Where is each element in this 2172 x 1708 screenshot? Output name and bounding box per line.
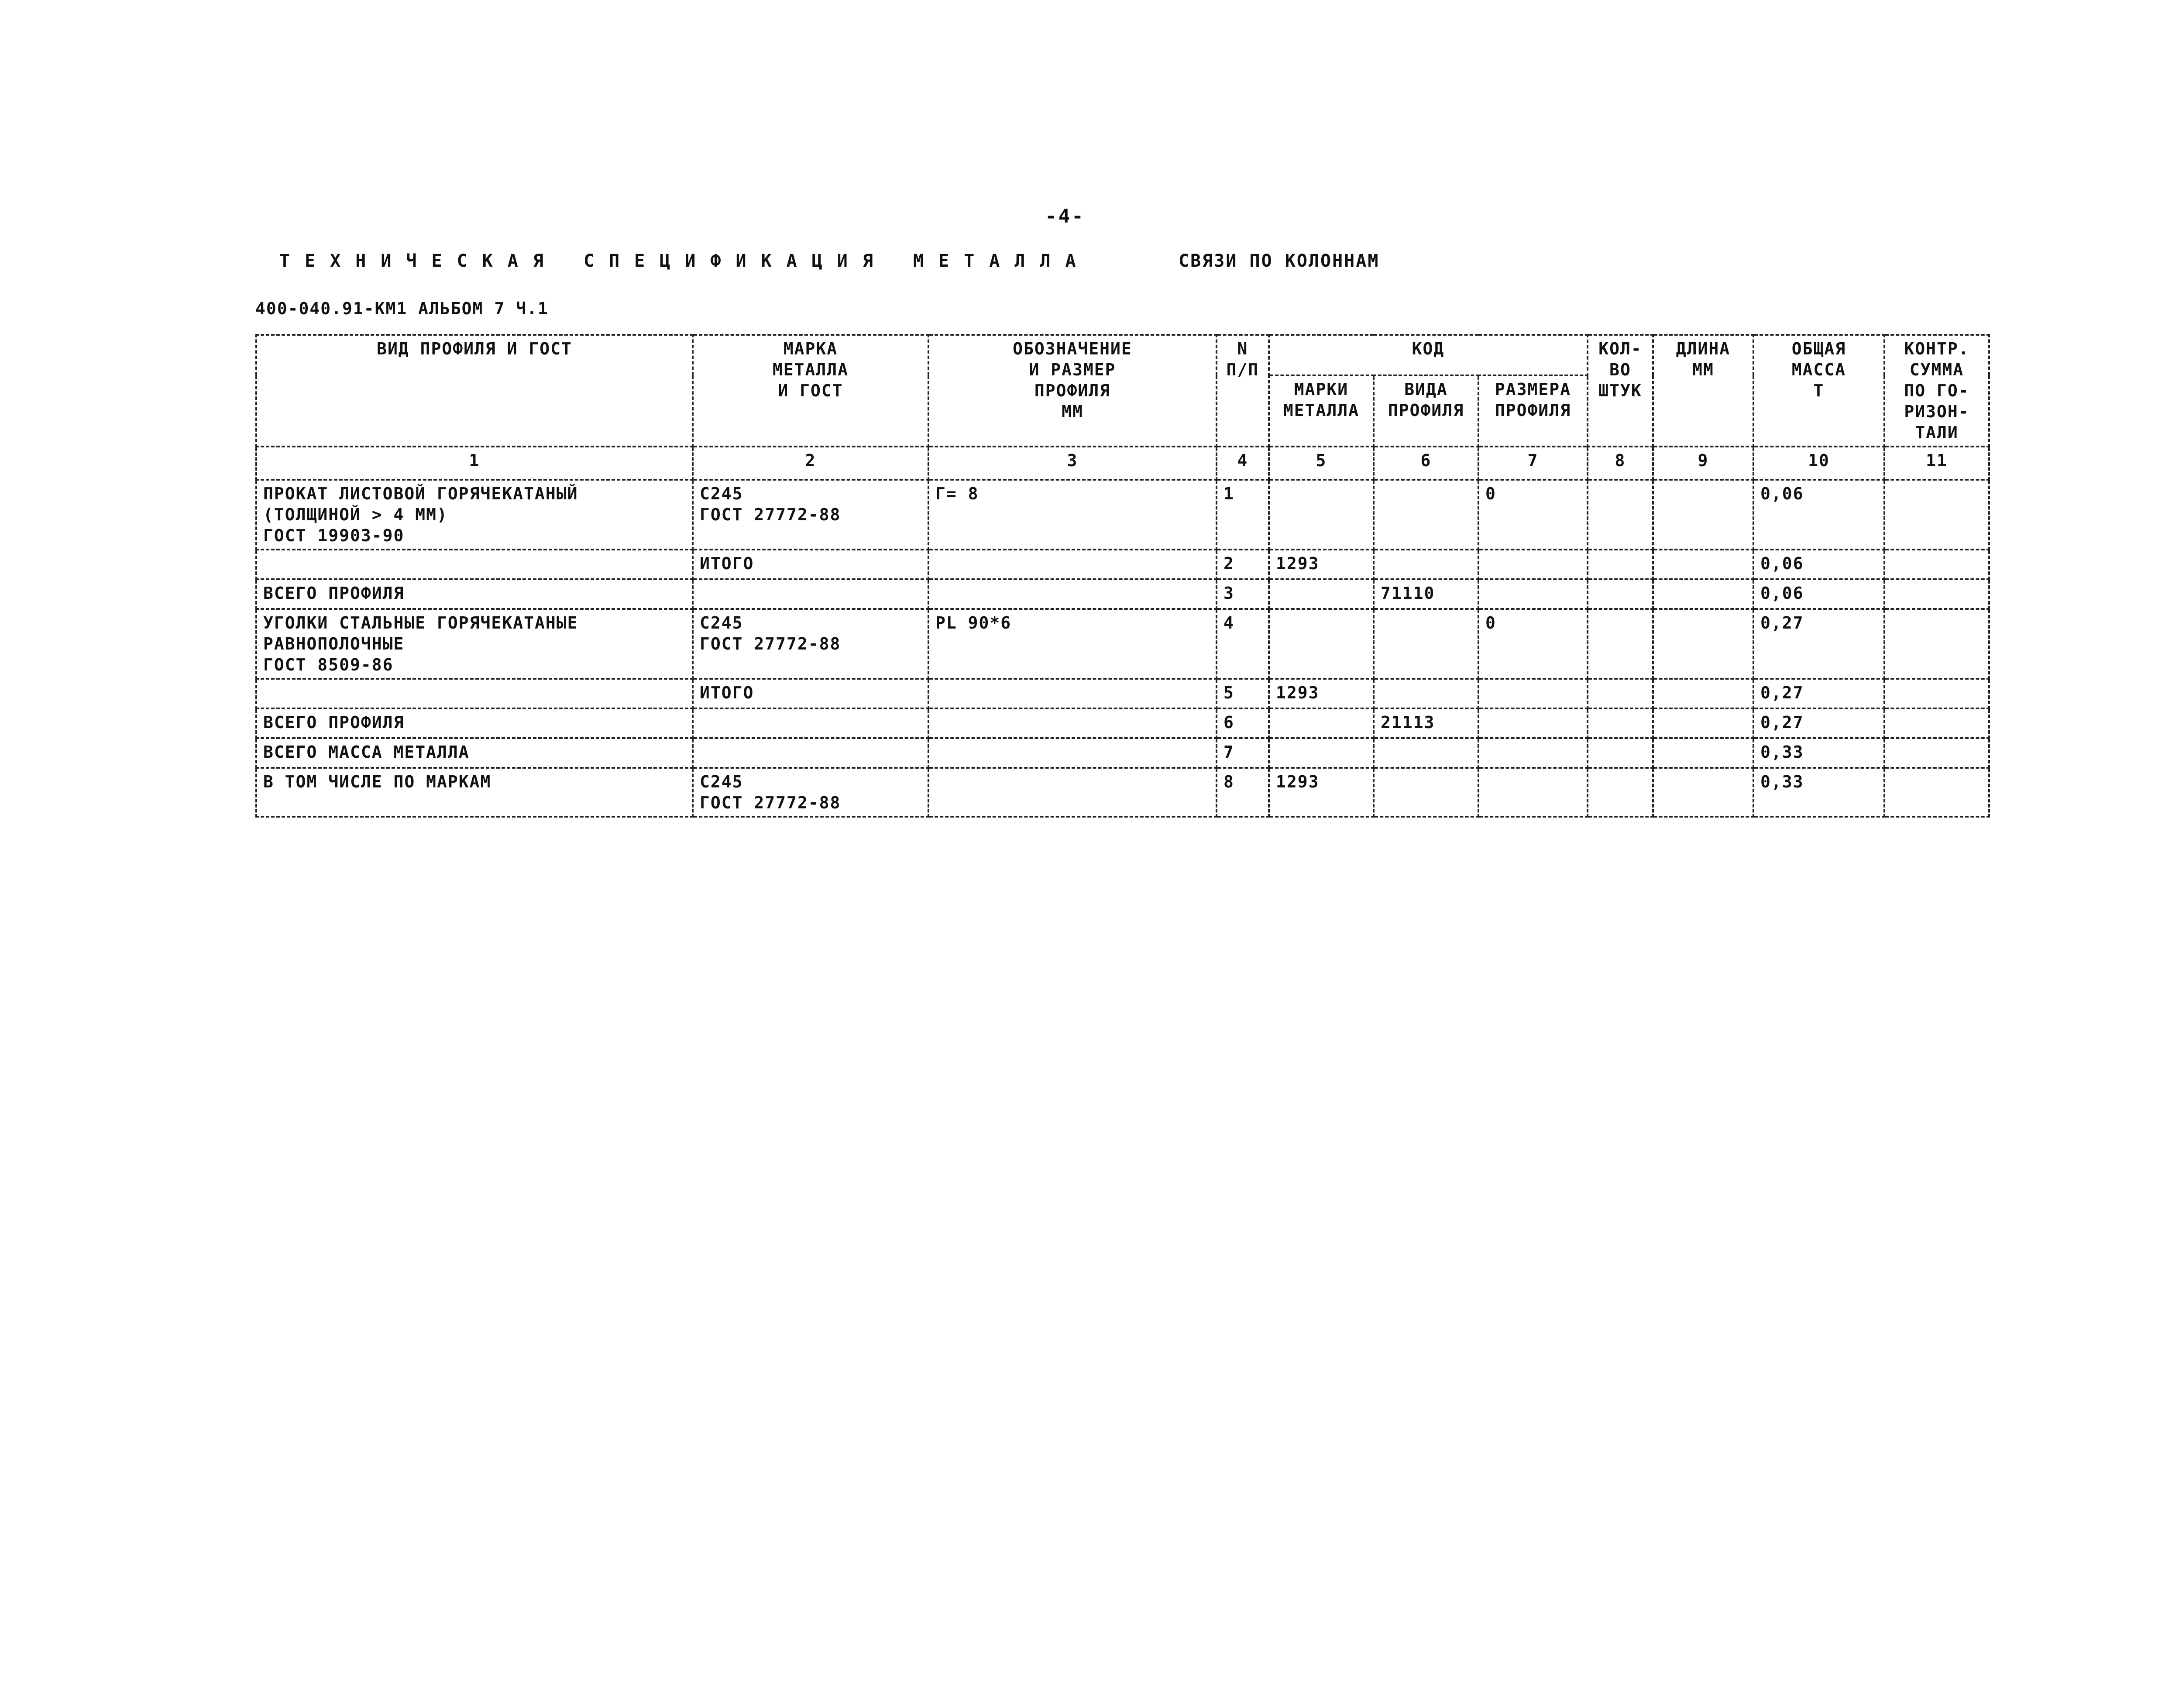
cell-checksum bbox=[1884, 550, 1989, 579]
cell-qty bbox=[1588, 579, 1653, 609]
cell-profile bbox=[256, 550, 693, 579]
table-row bbox=[256, 550, 1989, 579]
cell-grade: С245 ГОСТ 27772-88 bbox=[693, 768, 928, 817]
cell-code-grade bbox=[1269, 579, 1374, 609]
cell-code-grade: 1293 bbox=[1269, 550, 1374, 579]
cell-checksum bbox=[1884, 679, 1989, 708]
cell-mass: 0,33 bbox=[1753, 738, 1884, 768]
cell-qty bbox=[1588, 679, 1653, 708]
column-number: 1 bbox=[256, 447, 693, 480]
column-number: 5 bbox=[1269, 447, 1374, 480]
cell-qty bbox=[1588, 768, 1653, 817]
cell-num: 8 bbox=[1217, 768, 1269, 817]
header-code-group: КОД bbox=[1269, 335, 1588, 375]
header-code-size: РАЗМЕРА ПРОФИЛЯ bbox=[1478, 375, 1588, 447]
cell-length bbox=[1653, 579, 1753, 609]
cell-num: 3 bbox=[1217, 579, 1269, 609]
cell-profile: ВСЕГО ПРОФИЛЯ bbox=[256, 708, 693, 738]
cell-mass: 0,06 bbox=[1753, 480, 1884, 550]
cell-checksum bbox=[1884, 579, 1989, 609]
column-number: 10 bbox=[1753, 447, 1884, 480]
cell-code-size bbox=[1478, 738, 1588, 768]
header-code-grade: МАРКИ МЕТАЛЛА bbox=[1269, 375, 1374, 447]
cell-designation bbox=[928, 768, 1217, 817]
cell-code-type bbox=[1374, 480, 1478, 550]
header-length: ДЛИНА ММ bbox=[1653, 335, 1753, 447]
cell-grade: ИТОГО bbox=[693, 550, 928, 579]
cell-length bbox=[1653, 480, 1753, 550]
document-subtitle: СВЯЗИ ПО КОЛОННАМ bbox=[1179, 251, 1380, 271]
cell-code-type bbox=[1374, 768, 1478, 817]
cell-qty bbox=[1588, 609, 1653, 679]
cell-qty bbox=[1588, 738, 1653, 768]
table-row bbox=[256, 609, 1989, 679]
header-profile: ВИД ПРОФИЛЯ И ГОСТ bbox=[256, 335, 693, 447]
cell-num: 5 bbox=[1217, 679, 1269, 708]
cell-length bbox=[1653, 609, 1753, 679]
cell-code-type bbox=[1374, 550, 1478, 579]
cell-code-grade bbox=[1269, 609, 1374, 679]
cell-code-type: 21113 bbox=[1374, 708, 1478, 738]
cell-grade bbox=[693, 579, 928, 609]
header-mass: ОБЩАЯ МАССА Т bbox=[1753, 335, 1884, 447]
cell-designation: Г= 8 bbox=[928, 480, 1217, 550]
cell-code-type bbox=[1374, 679, 1478, 708]
cell-code-size bbox=[1478, 679, 1588, 708]
cell-qty bbox=[1588, 550, 1653, 579]
cell-profile: В ТОМ ЧИСЛЕ ПО МАРКАМ bbox=[256, 768, 693, 817]
cell-length bbox=[1653, 738, 1753, 768]
column-number: 8 bbox=[1588, 447, 1653, 480]
cell-mass: 0,27 bbox=[1753, 708, 1884, 738]
cell-code-size bbox=[1478, 708, 1588, 738]
cell-designation bbox=[928, 708, 1217, 738]
header-code-type: ВИДА ПРОФИЛЯ bbox=[1374, 375, 1478, 447]
cell-profile: ВСЕГО ПРОФИЛЯ bbox=[256, 579, 693, 609]
cell-grade: С245 ГОСТ 27772-88 bbox=[693, 480, 928, 550]
cell-code-size: 0 bbox=[1478, 609, 1588, 679]
cell-designation bbox=[928, 679, 1217, 708]
page-number: -4- bbox=[1045, 205, 1085, 227]
cell-length bbox=[1653, 768, 1753, 817]
cell-checksum bbox=[1884, 609, 1989, 679]
cell-profile: ПРОКАТ ЛИСТОВОЙ ГОРЯЧЕКАТАНЫЙ (ТОЛЩИНОЙ > 4 ММ) ГОСТ 19903-90 bbox=[256, 480, 693, 550]
spec-table-header bbox=[256, 335, 1989, 480]
cell-grade bbox=[693, 738, 928, 768]
column-number: 3 bbox=[928, 447, 1217, 480]
cell-code-size bbox=[1478, 550, 1588, 579]
table-row bbox=[256, 579, 1989, 609]
column-number: 4 bbox=[1217, 447, 1269, 480]
table-row bbox=[256, 768, 1989, 817]
cell-profile: ВСЕГО МАССА МЕТАЛЛА bbox=[256, 738, 693, 768]
cell-code-grade: 1293 bbox=[1269, 679, 1374, 708]
cell-checksum bbox=[1884, 768, 1989, 817]
cell-designation bbox=[928, 550, 1217, 579]
cell-qty bbox=[1588, 708, 1653, 738]
cell-code-type bbox=[1374, 738, 1478, 768]
header-num: N П/П bbox=[1217, 335, 1269, 447]
column-number: 11 bbox=[1884, 447, 1989, 480]
cell-grade bbox=[693, 708, 928, 738]
spec-table-body bbox=[256, 480, 1989, 817]
column-number: 6 bbox=[1374, 447, 1478, 480]
cell-designation bbox=[928, 738, 1217, 768]
cell-designation: PL 90*6 bbox=[928, 609, 1217, 679]
cell-code-size bbox=[1478, 768, 1588, 817]
cell-code-size: 0 bbox=[1478, 480, 1588, 550]
cell-profile bbox=[256, 679, 693, 708]
cell-code-type bbox=[1374, 609, 1478, 679]
cell-code-type: 71110 bbox=[1374, 579, 1478, 609]
header-designation: ОБОЗНАЧЕНИЕ И РАЗМЕР ПРОФИЛЯ ММ bbox=[928, 335, 1217, 447]
cell-num: 7 bbox=[1217, 738, 1269, 768]
column-number: 2 bbox=[693, 447, 928, 480]
cell-code-size bbox=[1478, 579, 1588, 609]
table-row bbox=[256, 738, 1989, 768]
document-code: 400-040.91-КМ1 АЛЬБОМ 7 Ч.1 bbox=[255, 299, 549, 318]
table-row bbox=[256, 708, 1989, 738]
document-title: ТЕХНИЧЕСКАЯ СПЕЦИФИКАЦИЯ МЕТАЛЛА bbox=[279, 251, 1091, 271]
cell-num: 4 bbox=[1217, 609, 1269, 679]
cell-mass: 0,33 bbox=[1753, 768, 1884, 817]
cell-mass: 0,27 bbox=[1753, 679, 1884, 708]
cell-checksum bbox=[1884, 480, 1989, 550]
table-row bbox=[256, 679, 1989, 708]
cell-num: 6 bbox=[1217, 708, 1269, 738]
cell-checksum bbox=[1884, 738, 1989, 768]
cell-mass: 0,06 bbox=[1753, 550, 1884, 579]
cell-code-grade: 1293 bbox=[1269, 768, 1374, 817]
header-qty: КОЛ- ВО ШТУК bbox=[1588, 335, 1653, 447]
spec-table bbox=[255, 334, 1990, 818]
column-number: 9 bbox=[1653, 447, 1753, 480]
cell-profile: УГОЛКИ СТАЛЬНЫЕ ГОРЯЧЕКАТАНЫЕ РАВНОПОЛОЧНЫЕ ГОСТ 8509-86 bbox=[256, 609, 693, 679]
cell-mass: 0,06 bbox=[1753, 579, 1884, 609]
cell-grade: С245 ГОСТ 27772-88 bbox=[693, 609, 928, 679]
cell-designation bbox=[928, 579, 1217, 609]
cell-checksum bbox=[1884, 708, 1989, 738]
cell-num: 2 bbox=[1217, 550, 1269, 579]
cell-code-grade bbox=[1269, 480, 1374, 550]
cell-length bbox=[1653, 550, 1753, 579]
header-checksum: КОНТР. СУММА ПО ГО- РИЗОН- ТАЛИ bbox=[1884, 335, 1989, 447]
cell-mass: 0,27 bbox=[1753, 609, 1884, 679]
cell-qty bbox=[1588, 480, 1653, 550]
cell-length bbox=[1653, 679, 1753, 708]
cell-length bbox=[1653, 708, 1753, 738]
cell-num: 1 bbox=[1217, 480, 1269, 550]
table-row bbox=[256, 480, 1989, 550]
column-number: 7 bbox=[1478, 447, 1588, 480]
cell-code-grade bbox=[1269, 738, 1374, 768]
header-grade: МАРКА МЕТАЛЛА И ГОСТ bbox=[693, 335, 928, 447]
cell-grade: ИТОГО bbox=[693, 679, 928, 708]
cell-code-grade bbox=[1269, 708, 1374, 738]
